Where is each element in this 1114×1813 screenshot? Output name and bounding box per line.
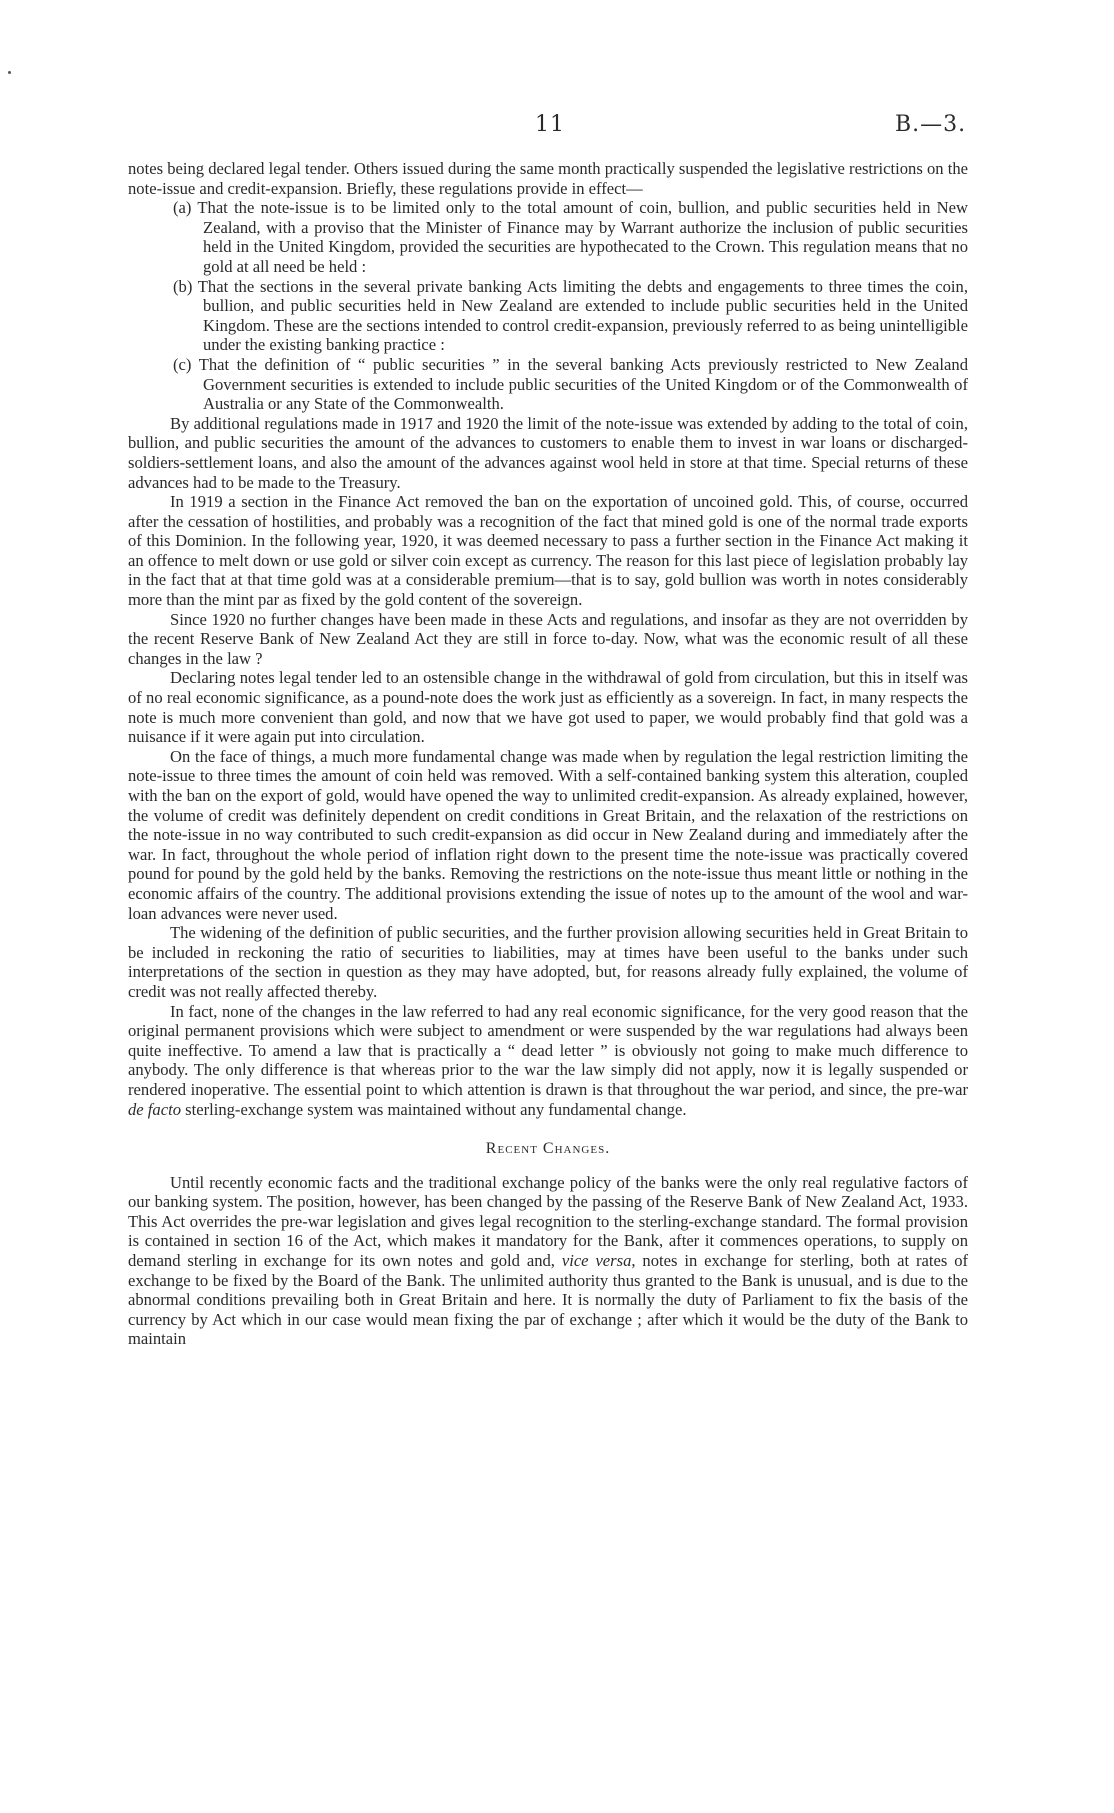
body-text: [128, 159, 968, 1349]
italic-term: vice versa: [561, 1251, 632, 1271]
text-run: Until recently economic facts and the traditional exchange policy of the banks were the only real regulative factors of our banking system. The position, however, has been changed by the passing of the Reserve Bank of New Zealand Act, 1933. This Act overrides the pre-war legislation and gives legal recognition to the sterling-exchange standard. The formal provision is contained in section 16 of the Act, which makes it mandatory for the Bank, after it commences operations, to supply on demand sterling in exchange for its own notes and gold and,: [128, 1172, 968, 1271]
scan-speck: [8, 71, 11, 74]
clause-a: (a) That the note-issue is to be limited only to the total amount of coin, bullion, and public securities held in New Zealand, with a proviso that the Minister of Finance may by Warrant authorize the inclusion of public securities held in the United Kingdom, provided the securities are hypothecated to the Crown. This regulation means that no gold at all need be held :: [173, 198, 968, 276]
document-reference: B.—3.: [895, 112, 967, 137]
paragraph-legal-tender: Declaring notes legal tender led to an ostensible change in the withdrawal of gold from circulation, but this in itself was of no real economic significance, as a pound-note does the work just as efficiently as a sovereign. In fact, in many respects the note is much more convenient than gold, and now that we have got used to paper, we would probably find that gold was a nuisance if it were again put into circulation.: [128, 668, 968, 747]
text-run: In fact, none of the changes in the law referred to had any real economic significance, for the very good reason that the original permanent provisions which were subject to amendment or were suspended by the war regulations had always been quite ineffective. To amend a law that is practically a “ dead letter ” is obviously not going to make much difference to anybody. The only difference is that whereas prior to the war the law simply did not apply, now it is legally suspended or rendered inoperative. The essential point to which attention is drawn is that throughout the war period, and since, the pre-war: [128, 1001, 968, 1099]
paragraph-public-securities: The widening of the definition of public securities, and the further provision allowing securities held in Great Britain to be included in reckoning the ratio of securities to liabilities, may at times have been useful to the banks under such interpretations of the section in question as they may have adopted, but, for reasons already fully explained, the volume of credit was not really affected thereby.: [128, 923, 968, 1001]
paragraph-face-of-things: On the face of things, a much more fundamental change was made when by regulation the legal restriction limiting the note-issue to three times the amount of coin held was removed. With a self-contained banking system this alteration, coupled with the ban on the export of gold, would have opened the way to unlimited credit-expansion. As already explained, however, the volume of credit was definitely dependent on credit conditions in Great Britain, and the relaxation of the restrictions on the note-issue in no way contributed to such credit-expansion as did occur in New Zealand during and immediately after the war. In fact, throughout the whole period of inflation right down to the present time the note-issue was practically covered pound for pound by the gold held by the banks. Removing the restrictions on the note-issue thus meant little or nothing in the economic affairs of the country. The additional provisions extending the issue of notes up to the amount of the wool and war-loan advances were never used.: [128, 746, 968, 923]
text-run: sterling-exchange system was maintained without any fundamental change.: [181, 1099, 687, 1119]
paragraph-1919-finance-act: In 1919 a section in the Finance Act removed the ban on the exportation of uncoined gold. This, of course, occurred after the cessation of hostilities, and probably was a recognition of the fact that mined gold is one of the normal trade exports of this Dominion. In the following year, 1920, it was deemed necessary to pass a further section in the Finance Act making it an offence to melt down or use gold or silver coin except as currency. The reason for this last piece of legislation probably lay in the fact that at that time gold was at a considerable premium—that is to say, gold bullion was worth in notes considerably more than the mint par as fixed by the gold content of the sovereign.: [128, 492, 968, 610]
clause-c: (c) That the definition of “ public securities ” in the several banking Acts previously restricted to New Zealand Government securities is extended to include public securities of the United Kingdom or of the Commonwealth of Australia or any State of the Commonwealth.: [173, 354, 968, 414]
page-number: 11: [535, 112, 565, 137]
paragraph-since-1920: Since 1920 no further changes have been made in these Acts and regulations, and insofar as they are not overridden by the recent Reserve Bank of New Zealand Act they are still in force to-day. Now, what was the economic result of all these changes in the law ?: [128, 609, 968, 668]
paragraph-in-fact: [128, 1002, 968, 1120]
section-heading: Recent Changes.: [485, 1140, 611, 1158]
text-run: , notes in exchange for sterling, both at rates of exchange to be fixed by the Board of the Bank. The unlimited authority thus granted to the Bank is unusual, and is due to the abnormal conditions prevailing both in Great Britain and here. It is normally the duty of Parliament to fix the basis of the currency by Act which in our case would mean fixing the par of exchange ; after which it would be the duty of the Bank to maintain: [128, 1251, 969, 1349]
italic-term: de facto: [128, 1099, 181, 1119]
paragraph-intro: notes being declared legal tender. Others issued during the same month practically suspended the legislative restrictions on the note-issue and credit-expansion. Briefly, these regulations provide in effect—: [128, 159, 968, 198]
clause-b: (b) That the sections in the several private banking Acts limiting the debts and engagements to three times the coin, bullion, and public securities held in New Zealand are extended to include public securities held in the United Kingdom. These are the sections intended to control credit-expansion, previously referred to as being unintelligible under the existing banking practice :: [173, 276, 968, 355]
paragraph-until-recently: [128, 1173, 968, 1349]
paragraph-additional-regulations: By additional regulations made in 1917 and 1920 the limit of the note-issue was extended by adding to the total of coin, bullion, and public securities the amount of the advances to customers to enable them to invest in war loans or discharged-soldiers-settlement loans, and also the amount of the advances against wool held in store at that time. Special returns of these advances had to be made to the Treasury.: [128, 413, 968, 492]
